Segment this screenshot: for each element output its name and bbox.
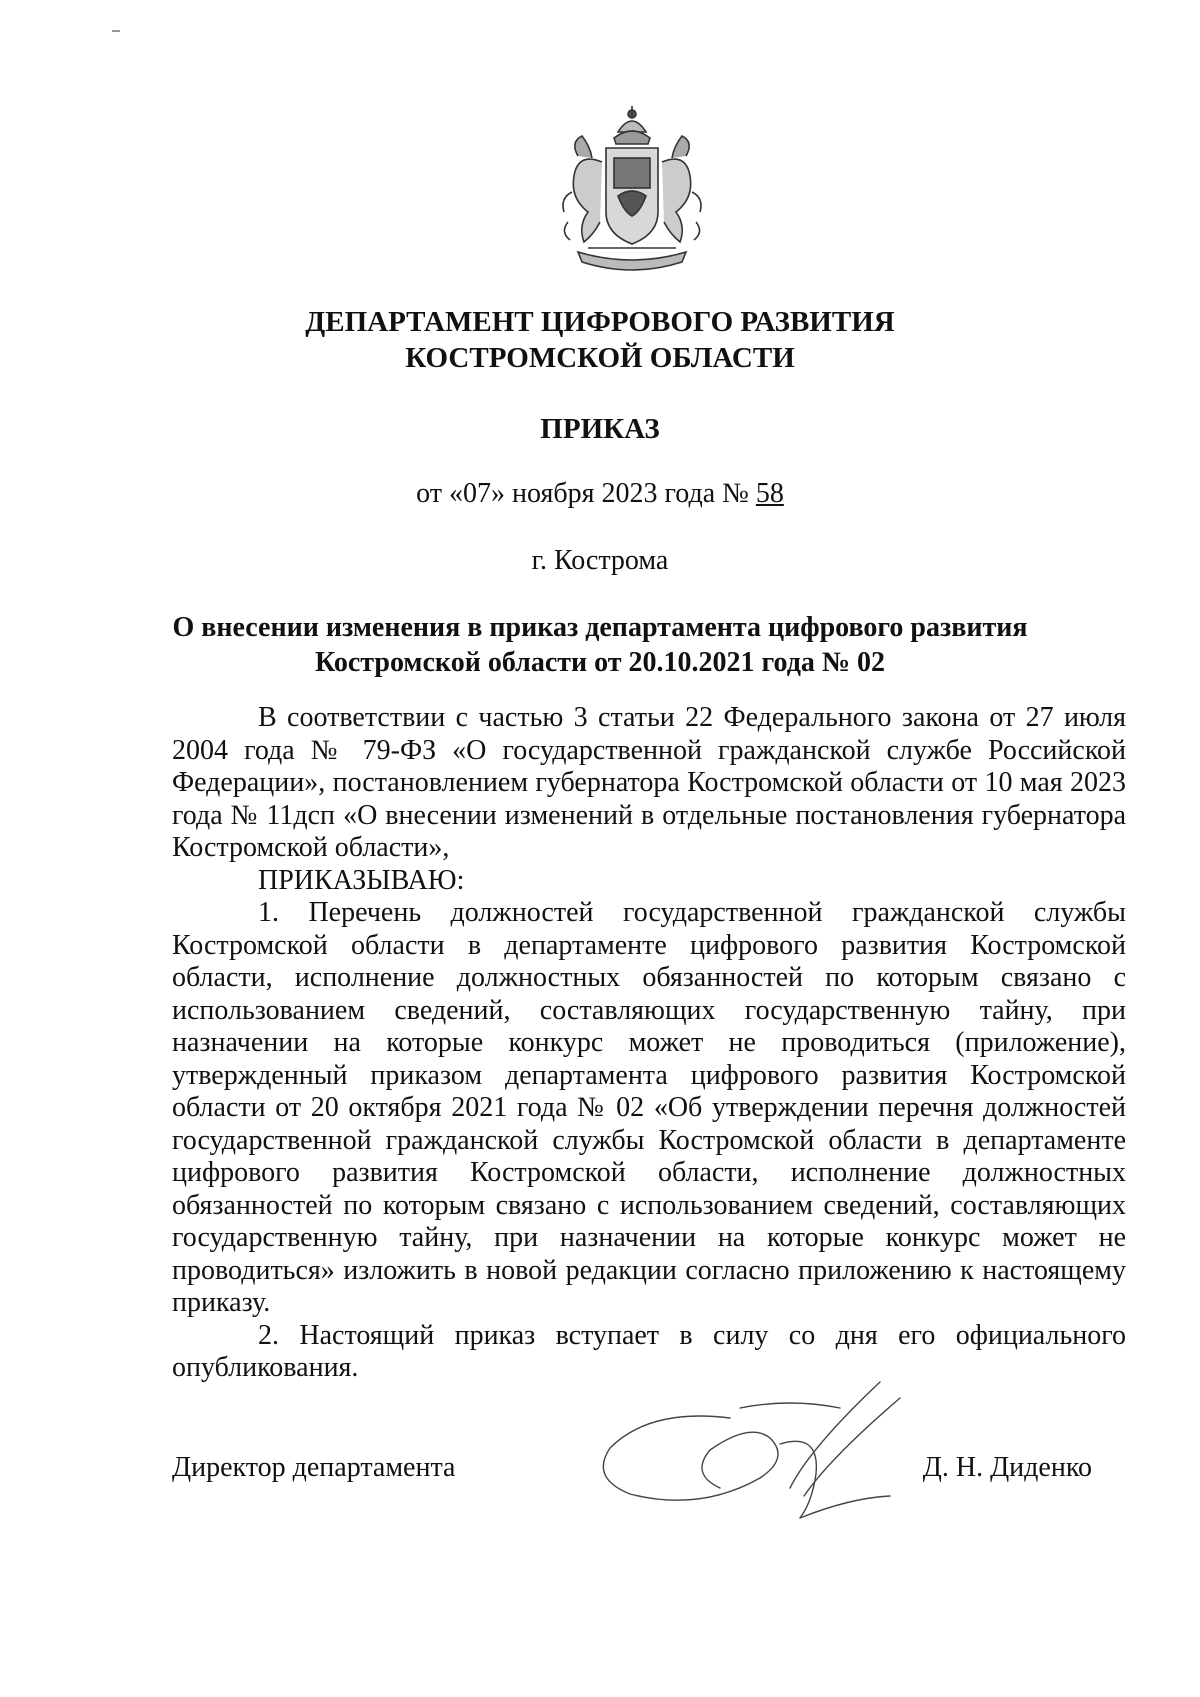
order-word: ПРИКАЗЫВАЮ: bbox=[258, 864, 465, 896]
signatory-title: Директор департамента bbox=[172, 1452, 456, 1483]
document-type: ПРИКАЗ bbox=[540, 413, 660, 445]
item-1-paragraph: 1. Перечень должностей государственной гражданской службы Костромской области в департаменте цифрового развития Костромской области, исполнение должностных обязанностей по которым связано с использованием сведений, составляющих государственную тайну, при назначении на которые конкурс может не проводиться (приложение), утвержденный приказом департамента цифрового развития Костромской области от 20 октября 2021 года № 02 «Об утверждении перечня должностей государственной гражданской службы Костромской области в департаменте цифрового развития Костромской области, исполнение должностных обязанностей по которым связано с использованием сведений, составляющих государственную тайну, при назначении на которые конкурс может не проводиться» изложить в новой редакции согласно приложению к настоящему приказу. bbox=[172, 897, 1126, 1318]
order-body bbox=[172, 702, 1126, 1385]
item-2-paragraph: 2. Настоящий приказ вступает в силу со дня его официального опубликования. bbox=[172, 1319, 1126, 1383]
order-subject-line2: Костромской области от 20.10.2021 года № 02 bbox=[314, 647, 886, 678]
city: г. Кострома bbox=[531, 545, 669, 576]
department-name-line2: КОСТРОМСКОЙ ОБЛАСТИ bbox=[405, 342, 795, 374]
coat-of-arms-emblem bbox=[548, 102, 716, 282]
order-subject-line1: О внесении изменения в приказ департамента цифрового развития bbox=[172, 612, 1028, 643]
order-subject bbox=[150, 610, 1050, 680]
order-number: 58 bbox=[755, 478, 784, 509]
handwritten-signature bbox=[590, 1378, 920, 1528]
signatory-name: Д. Н. Диденко bbox=[922, 1452, 1092, 1483]
department-name-line1: ДЕПАРТАМЕНТ ЦИФРОВОГО РАЗВИТИЯ bbox=[305, 306, 895, 338]
scan-mark bbox=[112, 30, 120, 32]
order-date-line bbox=[200, 478, 1000, 510]
preamble-paragraph: В соответствии с частью 3 статьи 22 Федерального закона от 27 июля 2004 года № 79-ФЗ «О государственной гражданской службе Российской Федерации», постановлением губернатора Костромской области от 10 мая 2023 года № 11дсп «О внесении изменений в отдельные постановления губернатора Костромской области», bbox=[172, 702, 1126, 863]
department-name bbox=[200, 304, 1000, 376]
order-date: от «07» ноября 2023 года № bbox=[416, 478, 749, 509]
